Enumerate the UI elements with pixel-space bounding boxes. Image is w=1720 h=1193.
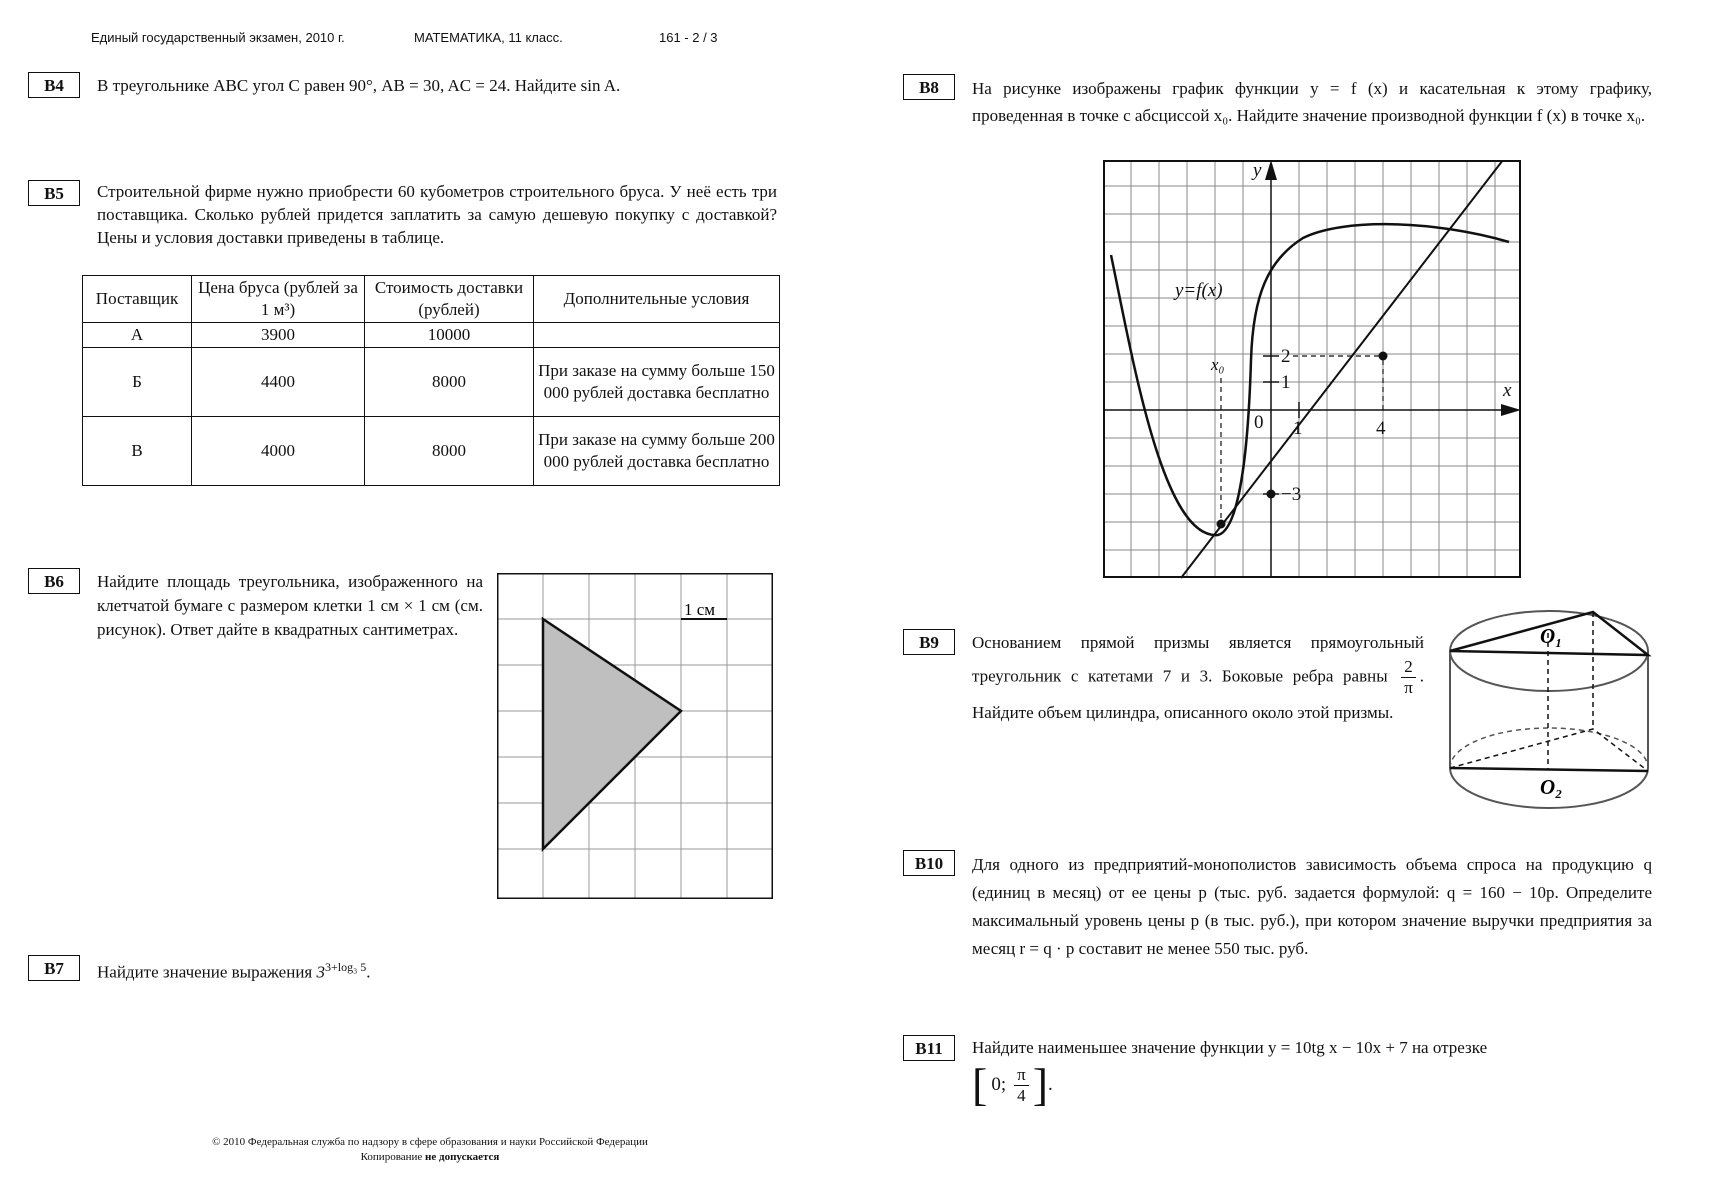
b11-badge: B11	[903, 1035, 955, 1061]
b9-frac-num: 2	[1401, 657, 1416, 678]
b10-text: Для одного из предприятий-монополистов зависимость объема спроса на продукцию q (единиц в месяц) от ее цены p (тыс. руб. задается формулой: q = 160 − 10p. Определите максимальный уровень цены p (в тыс. руб.), при котором значение выручки предприятия за месяц r = q · p составит не менее 550 тыс. руб.	[972, 855, 1652, 958]
b10-badge: B10	[903, 850, 955, 876]
b4-badge: B4	[28, 72, 80, 98]
b5-text: Строительной фирме нужно приобрести 60 кубометров строительного бруса. У неё есть три поставщика. Сколько рублей придется заплатить за самую дешевую покупку с доставкой? Цены и условия доставки приведены в таблице.	[97, 182, 777, 247]
y1-label: 1	[1281, 372, 1291, 393]
table-cell: А	[83, 323, 192, 348]
b6-grid-figure	[497, 573, 773, 899]
table-cell: 4400	[192, 348, 365, 417]
table-row	[83, 417, 780, 486]
table-row	[83, 323, 780, 348]
b7-exponent: 3+log₃ 5	[324, 960, 367, 974]
header-subject: МАТЕМАТИКА, 11 класс.	[414, 30, 563, 45]
b9-badge: B9	[903, 629, 955, 655]
footer-copy-bold: не допускается	[425, 1151, 500, 1163]
header-exam: Единый государственный экзамен, 2010 г.	[91, 30, 345, 45]
origin-label: 0	[1254, 412, 1264, 433]
y2-label: 2	[1281, 346, 1291, 367]
graph-grid	[1103, 160, 1521, 578]
table-cell	[534, 323, 780, 348]
b7-base: 3	[316, 962, 325, 982]
table-cell: 4000	[192, 417, 365, 486]
table-cell: При заказе на сумму больше 200 000 рублей доставка бесплатно	[534, 417, 780, 486]
b11-fraction	[1014, 1065, 1029, 1106]
y-axis-arrow	[1265, 160, 1277, 180]
table-header-cell: Стоимость доставки (рублей)	[365, 276, 534, 323]
b7-badge: B7	[28, 955, 80, 981]
footer-copy-prefix: Копирование	[360, 1151, 423, 1163]
o1-label: O₁	[1540, 624, 1563, 648]
footer-line1: © 2010 Федеральная служба по надзору в сфере образования и науки Российской Федерации	[212, 1136, 648, 1148]
table-header-cell: Поставщик	[83, 276, 192, 323]
x-axis-arrow	[1501, 404, 1521, 416]
b7-tail: .	[366, 962, 371, 982]
table-cell: 3900	[192, 323, 365, 348]
x4-label: 4	[1376, 418, 1386, 439]
y-axis-label: y	[1253, 160, 1262, 181]
tangent-line	[1181, 160, 1503, 578]
footer-line2	[130, 1150, 730, 1165]
b9-frac-den: π	[1404, 678, 1413, 697]
supplier-table	[82, 275, 780, 486]
table-row	[83, 348, 780, 417]
scale-label: 1 см	[684, 600, 716, 619]
shaded-triangle	[543, 619, 681, 849]
b9-cylinder-figure	[1445, 603, 1655, 818]
tangent-point	[1217, 520, 1226, 529]
table-header-cell: Цена бруса (рублей за 1 м³)	[192, 276, 365, 323]
table-cell: 10000	[365, 323, 534, 348]
b9-text-part1: Основанием прямой призмы является прямоугольный треугольник с катетами 7 и 3. Боковые ребра равны	[972, 633, 1424, 686]
b5-badge: B5	[28, 180, 80, 206]
b6-badge: B6	[28, 568, 80, 594]
b11-text: Найдите наименьшее значение функции y = 10tg x − 10x + 7 на отрезке	[972, 1038, 1488, 1057]
table-cell: 8000	[365, 348, 534, 417]
b8-badge: B8	[903, 74, 955, 100]
b11-frac-den: 4	[1017, 1085, 1026, 1105]
point-4-2	[1379, 352, 1388, 361]
point-0-minus3	[1267, 490, 1276, 499]
function-label: y=f(x)	[1175, 280, 1223, 301]
table-header-row	[83, 276, 780, 323]
b11-interval: [ 0; $\frac{\pi}{4}$ ] .	[972, 1059, 1053, 1110]
table-cell: Б	[83, 348, 192, 417]
b7-text: Найдите значение выражения	[97, 962, 313, 982]
table-cell: 8000	[365, 417, 534, 486]
b11-interval-left: 0;	[991, 1074, 1007, 1095]
table-cell: При заказе на сумму больше 150 000 рублей доставка бесплатно	[534, 348, 780, 417]
x1-label: 1	[1293, 418, 1303, 439]
b9-fraction	[1401, 657, 1416, 698]
b9-text	[972, 628, 1424, 727]
b8-graph	[1103, 160, 1523, 580]
ym3-label: −3	[1281, 484, 1302, 505]
table-cell: В	[83, 417, 192, 486]
b9-text-part2: . Найдите объем цилиндра, описанного около этой призмы.	[972, 666, 1424, 722]
b11-tail: .	[1048, 1074, 1053, 1095]
o2-label: O₂	[1540, 775, 1563, 799]
b6-text: Найдите площадь треугольника, изображенного на клетчатой бумаге с размером клетки 1 см × 1 см (см. рисунок). Ответ дайте в квадратных сантиметрах.	[97, 572, 483, 639]
x-axis-label: x	[1503, 380, 1512, 401]
header-page: 161 - 2 / 3	[659, 30, 718, 45]
b8-text: На рисунке изображены график функции y = f (x) и касательная к этому графику, проведенная в точке с абсциссой x₀. Найдите значение производной функции f (x) в точке x₀.	[972, 79, 1652, 125]
function-curve	[1111, 224, 1509, 535]
b7-line	[97, 955, 697, 985]
b4-text: В треугольнике ABC угол C равен 90°, AB = 30, AC = 24. Найдите sin A.	[97, 76, 621, 95]
table-header-cell: Дополнительные условия	[534, 276, 780, 323]
b11-frac-num: π	[1014, 1065, 1029, 1086]
x0-label: x₀	[1211, 355, 1225, 374]
